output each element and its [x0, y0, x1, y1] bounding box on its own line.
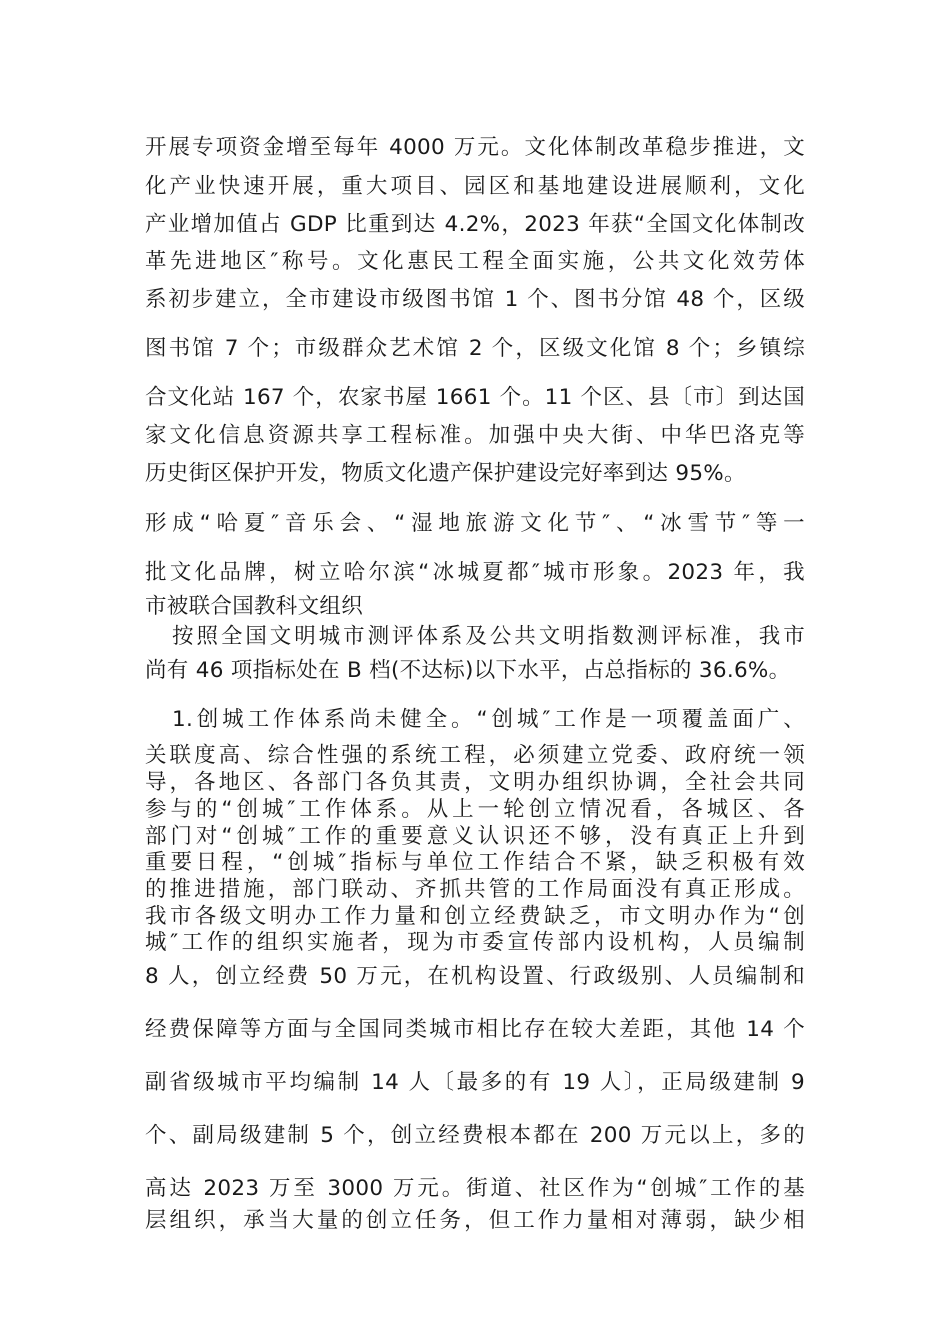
text-line: 重要日程，“创城″指标与单位工作结合不紧，缺乏积极有效 [145, 850, 805, 875]
text-line: 个、副局级建制 5 个，创立经费根本都在 200 万元以上，多的 [145, 1123, 805, 1148]
text-line: 部门对“创城″工作的重要意义认识还不够，没有真正上升到 [145, 824, 805, 849]
text-line: 图书馆 7 个；市级群众艺术馆 2 个，区级文化馆 8 个；乡镇综 [145, 336, 805, 361]
text-line: 高达 2023 万至 3000 万元。街道、社区作为“创城″工作的基 [145, 1176, 805, 1201]
text-line: 关联度高、综合性强的系统工程，必须建立党委、政府统一领 [145, 743, 805, 768]
text-line: 导，各地区、各部门各负其责，文明办组织协调，全社会共同 [145, 770, 805, 795]
text-line: 8 人，创立经费 50 万元，在机构设置、行政级别、人员编制和 [145, 964, 805, 989]
text-line: 参与的“创城″工作体系。从上一轮创立情况看，各城区、各 [145, 797, 805, 822]
text-line: 尚有 46 项指标处在 B 档(不达标)以下水平，占总指标的 36.6%。 [145, 658, 791, 683]
text-line: 城″工作的组织实施者，现为市委宣传部内设机构，人员编制 [145, 930, 805, 955]
text-line: 层组织，承当大量的创立任务，但工作力量相对薄弱，缺少相 [145, 1208, 805, 1233]
text-line: 合文化站 167 个，农家书屋 1661 个。11 个区、县〔市〕到达国 [145, 385, 805, 410]
text-line: 化产业快速开展，重大项目、园区和基地建设进展顺利，文化 [145, 174, 805, 199]
text-line: 产业增加值占 GDP 比重到达 4.2%，2023 年获“全国文化体制改 [145, 212, 805, 237]
section-heading-line: 1.创城工作体系尚未健全。“创城″工作是一项覆盖面广、 [172, 707, 805, 732]
text-line: 系初步建立，全市建设市级图书馆 1 个、图书分馆 48 个，区级 [145, 287, 805, 312]
text-line: 革先进地区″称号。文化惠民工程全面实施，公共文化效劳体 [145, 249, 805, 274]
text-line: 历史街区保护开发，物质文化遗产保护建设完好率到达 95%。 [145, 461, 746, 486]
text-line: 我市各级文明办工作力量和创立经费缺乏，市文明办作为“创 [145, 904, 805, 929]
text-line: 副省级城市平均编制 14 人〔最多的有 19 人〕，正局级建制 9 [145, 1070, 805, 1095]
paragraph-first-line: 按照全国文明城市测评体系及公共文明指数测评标准，我市 [172, 624, 805, 649]
text-line: 批文化品牌，树立哈尔滨“冰城夏都″城市形象。2023 年，我 [145, 560, 805, 585]
text-line: 市被联合国教科文组织 [145, 594, 364, 619]
text-line: 家文化信息资源共享工程标准。加强中央大街、中华巴洛克等 [145, 423, 805, 448]
text-line: 开展专项资金增至每年 4000 万元。文化体制改革稳步推进，文 [145, 135, 805, 160]
text-line: 形成“哈夏″音乐会、“湿地旅游文化节″、“冰雪节″等一 [145, 511, 805, 536]
text-line: 经费保障等方面与全国同类城市相比存在较大差距，其他 14 个 [145, 1017, 805, 1042]
text-line: 的推进措施，部门联动、齐抓共管的工作局面没有真正形成。 [145, 877, 805, 902]
